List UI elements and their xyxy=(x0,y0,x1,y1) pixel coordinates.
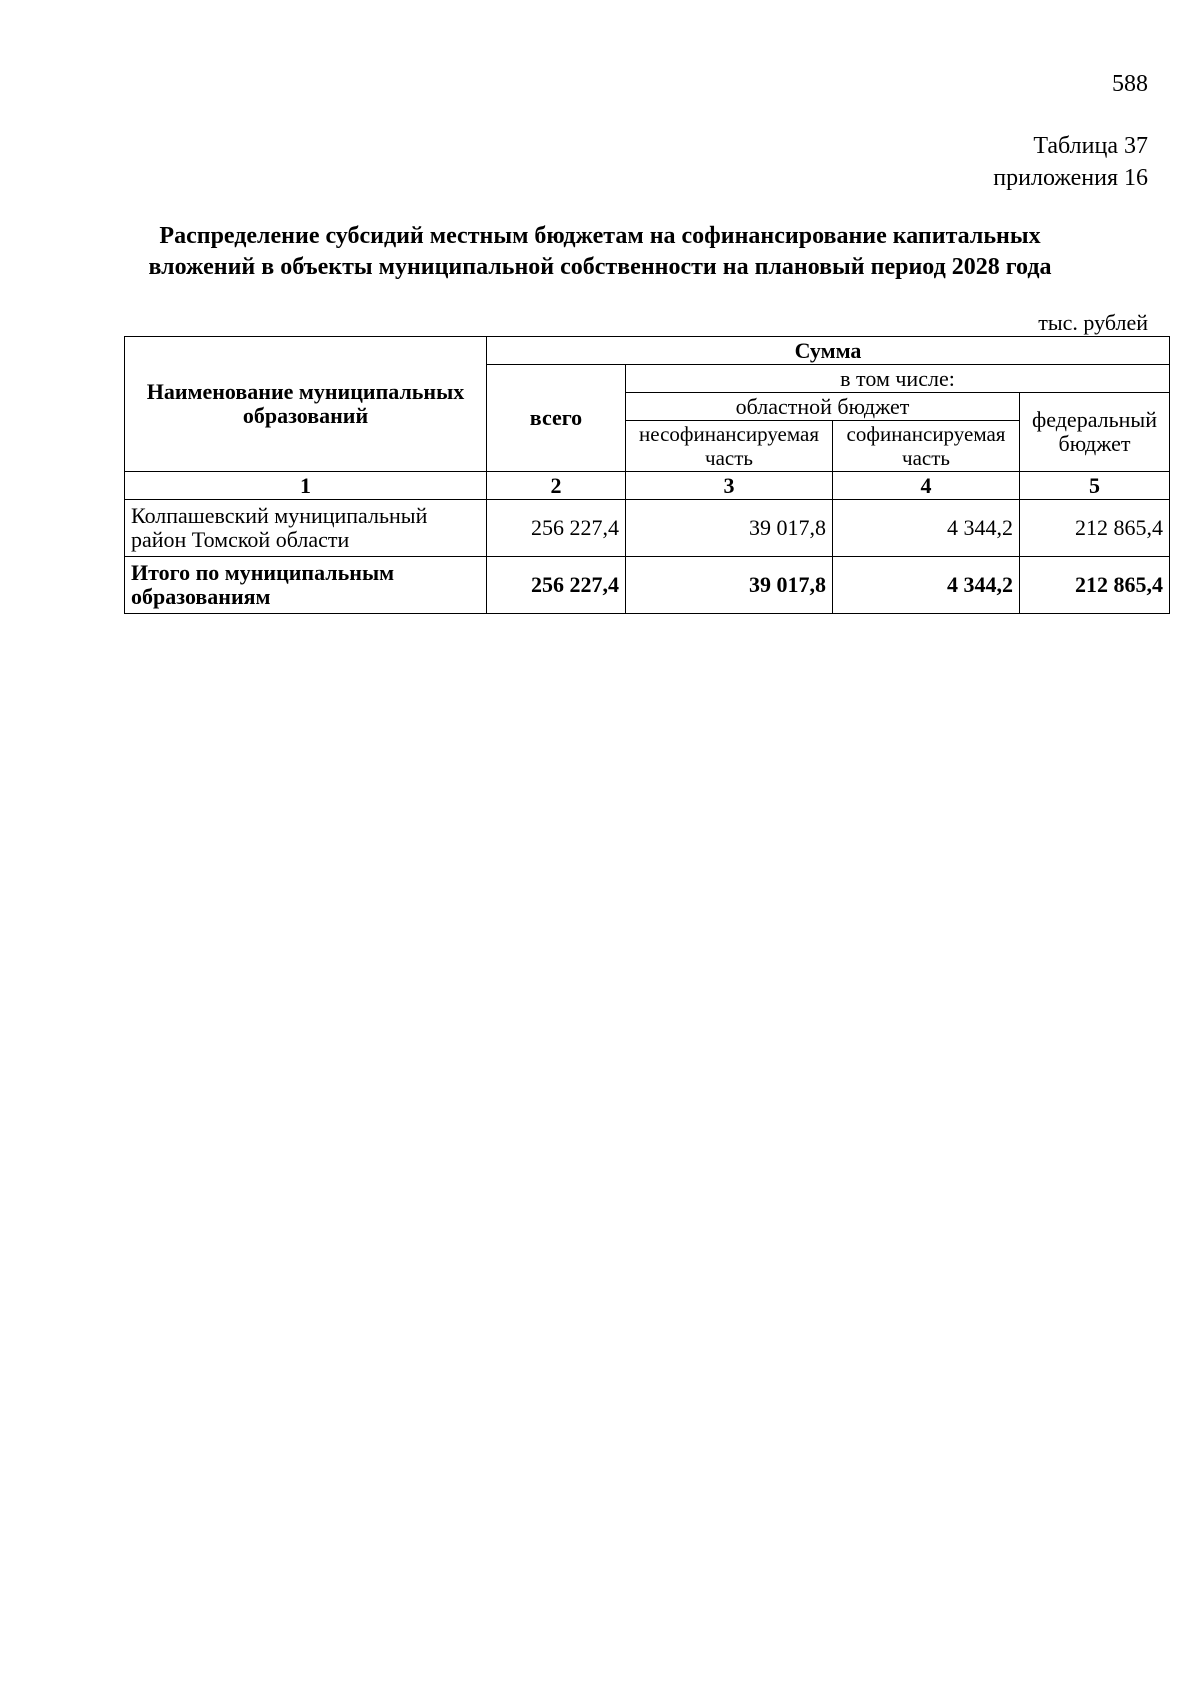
subsidy-table xyxy=(124,336,1170,614)
document-title xyxy=(100,221,1100,283)
table-reference xyxy=(993,130,1148,194)
totals-non-cofinanced: 39 017,8 xyxy=(626,557,833,614)
non-cofinanced-value: 39 017,8 xyxy=(626,500,833,557)
cofinanced-value: 4 344,2 xyxy=(833,500,1020,557)
column-number: 1 xyxy=(125,472,487,500)
header-cofinanced: софинансируемая часть xyxy=(833,421,1020,472)
header-non-cofinanced: несофинансируемая часть xyxy=(626,421,833,472)
appendix-number: приложения 16 xyxy=(993,165,1148,191)
units-label: тыс. рублей xyxy=(1038,310,1148,335)
title-line-2: вложений в объекты муниципальной собственности на плановый период 2028 года xyxy=(148,254,1052,280)
header-name: Наименование муниципальных образований xyxy=(125,337,487,472)
title-line-1: Распределение субсидий местным бюджетам на софинансирование капитальных xyxy=(159,223,1041,249)
header-federal-budget: федеральный бюджет xyxy=(1020,393,1170,472)
totals-total: 256 227,4 xyxy=(487,557,626,614)
header-including: в том числе: xyxy=(626,365,1170,393)
table-row xyxy=(125,500,1170,557)
totals-row xyxy=(125,557,1170,614)
totals-federal: 212 865,4 xyxy=(1020,557,1170,614)
header-sum: Сумма xyxy=(487,337,1170,365)
column-number: 4 xyxy=(833,472,1020,500)
column-number: 5 xyxy=(1020,472,1170,500)
column-number: 2 xyxy=(487,472,626,500)
municipality-name: Колпашевский муниципальный район Томской области xyxy=(125,500,487,557)
table-number: Таблица 37 xyxy=(1033,133,1148,159)
totals-cofinanced: 4 344,2 xyxy=(833,557,1020,614)
header-total: всего xyxy=(487,365,626,472)
page-number: 588 xyxy=(1112,71,1148,97)
header-regional-budget: областной бюджет xyxy=(626,393,1020,421)
federal-value: 212 865,4 xyxy=(1020,500,1170,557)
total-value: 256 227,4 xyxy=(487,500,626,557)
column-number: 3 xyxy=(626,472,833,500)
totals-label: Итого по муниципальным образованиям xyxy=(125,557,487,614)
